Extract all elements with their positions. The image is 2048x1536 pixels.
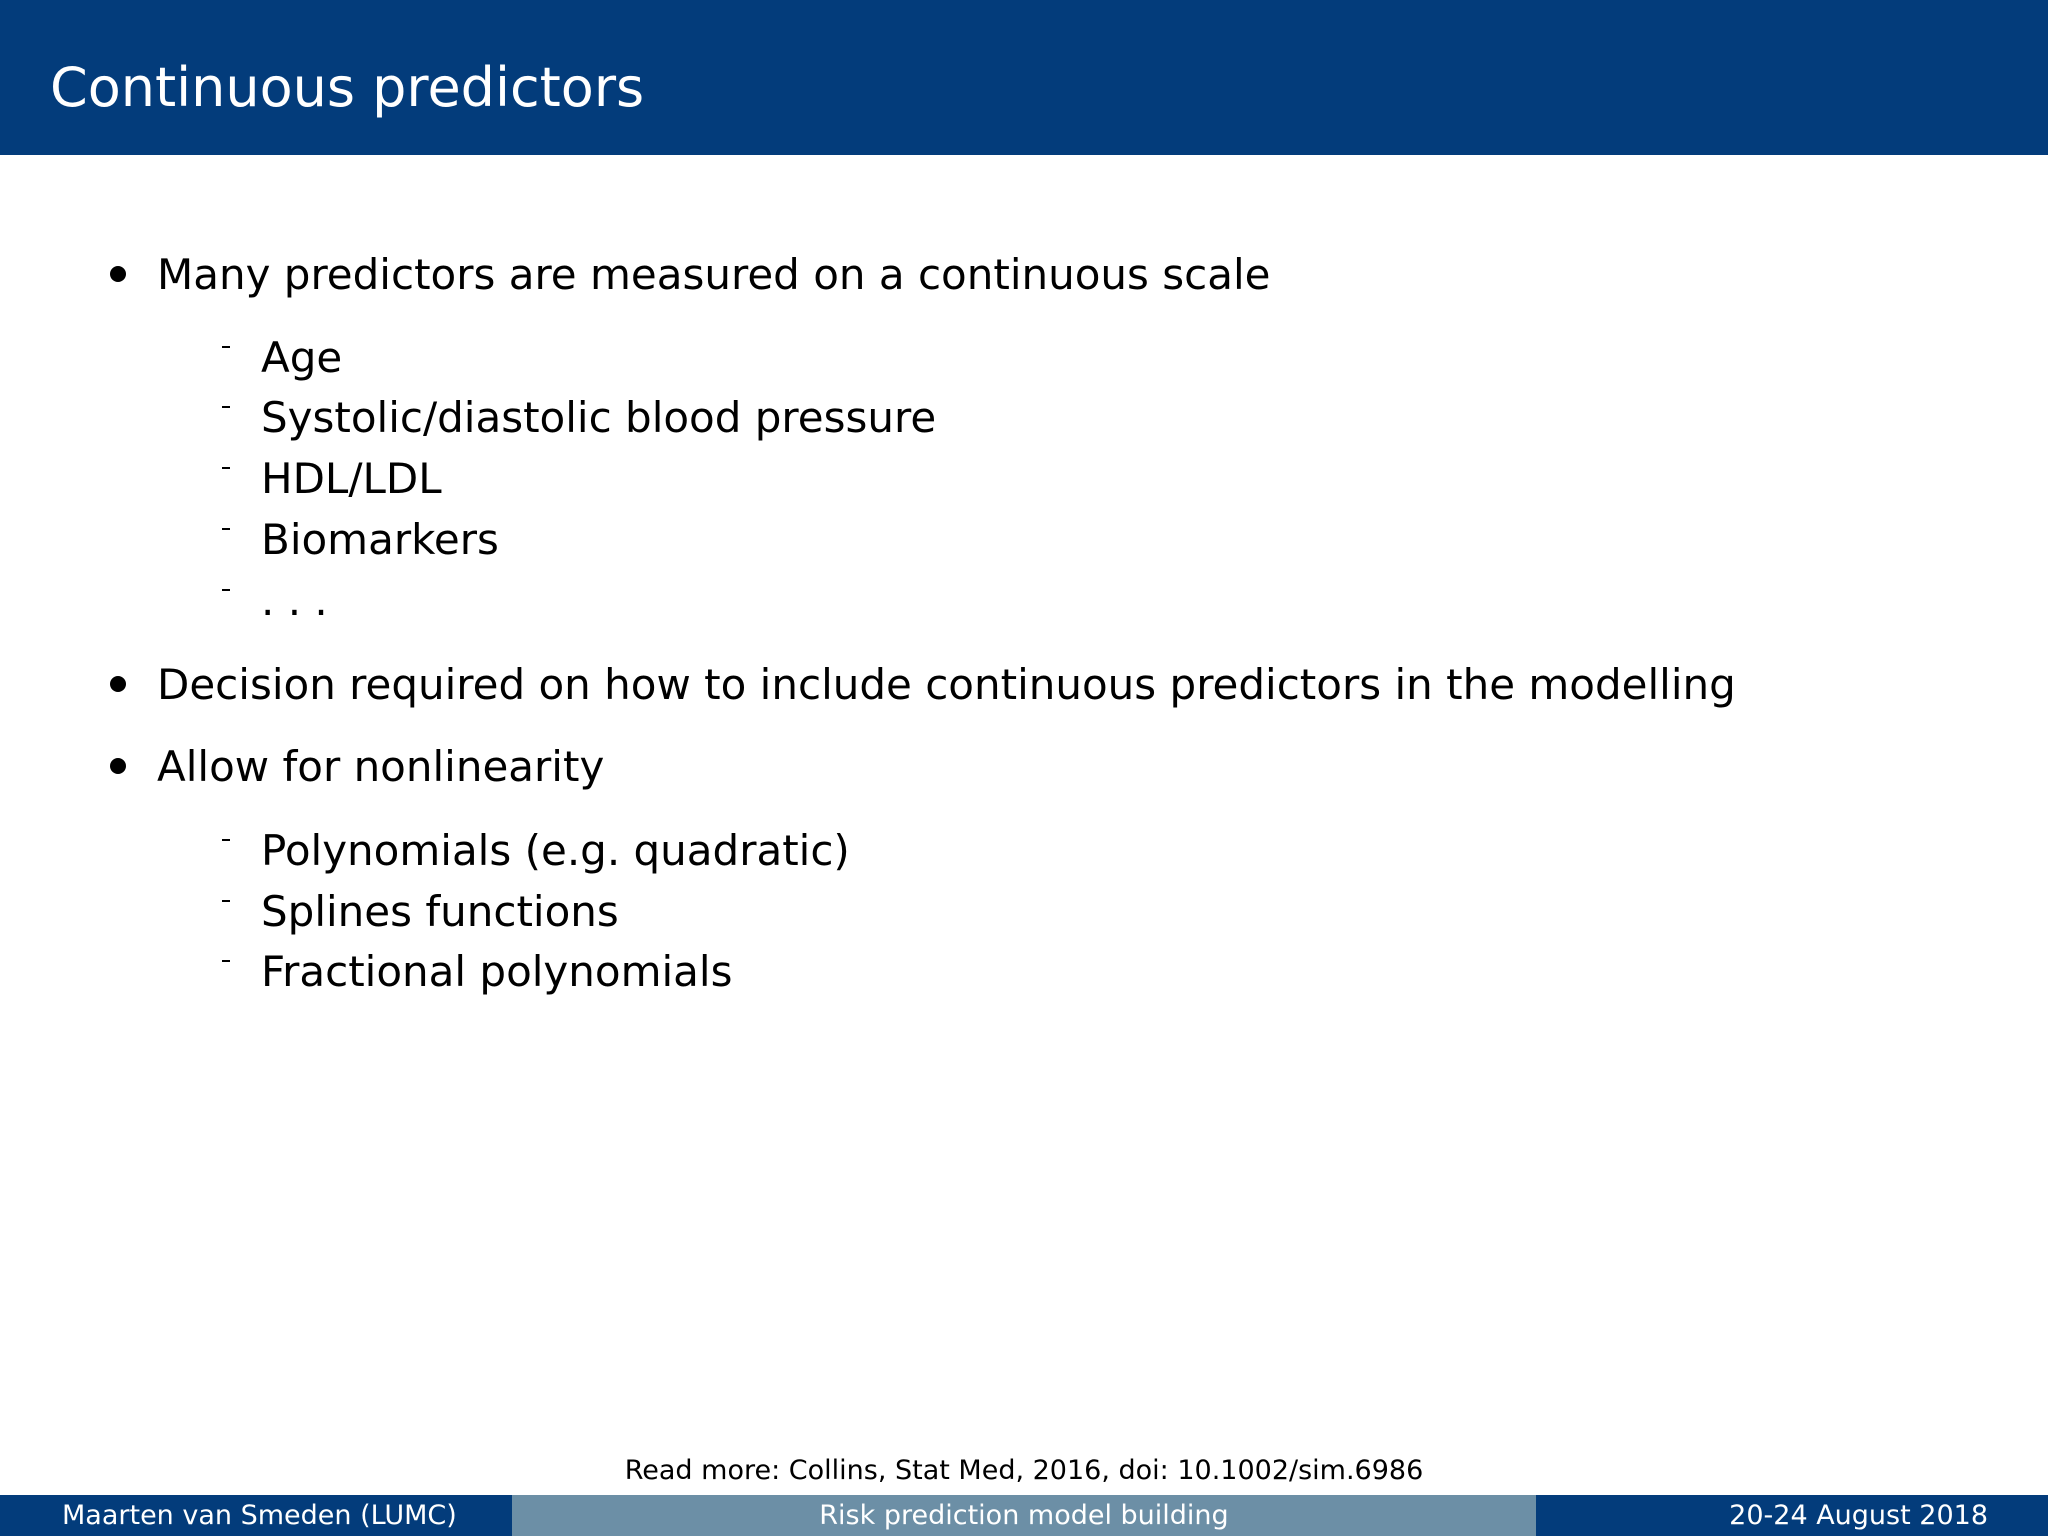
sub-item-text: Biomarkers	[261, 515, 499, 564]
footer-title-section	[512, 1495, 1536, 1536]
bullet-icon	[110, 758, 126, 774]
footer-date-section	[1536, 1495, 2048, 1536]
dash-icon	[222, 467, 230, 469]
reference-note: Read more: Collins, Stat Med, 2016, doi: 10.1002/sim.6986	[624, 1455, 1424, 1486]
footer-date: 20-24 August 2018	[1729, 1500, 1988, 1531]
dash-icon	[222, 960, 230, 962]
sub-item-text: HDL/LDL	[261, 454, 442, 503]
footer	[0, 1495, 2048, 1536]
bullet-text: Decision required on how to include continuous predictors in the modelling	[157, 660, 1736, 709]
sub-item-text: Systolic/diastolic blood pressure	[261, 393, 937, 442]
dash-icon	[222, 528, 230, 530]
dash-icon	[222, 406, 230, 408]
sub-item-text: Fractional polynomials	[261, 947, 733, 996]
bullet-text: Allow for nonlinearity	[157, 742, 605, 791]
bullet-text: Many predictors are measured on a continuous scale	[157, 250, 1271, 299]
dash-icon	[222, 839, 230, 841]
sub-item-text: Splines functions	[261, 887, 619, 936]
dash-icon	[222, 589, 230, 591]
footer-talk-title: Risk prediction model building	[819, 1500, 1229, 1531]
bullet-icon	[110, 266, 126, 282]
footer-author: Maarten van Smeden (LUMC)	[62, 1500, 457, 1531]
dash-icon	[222, 346, 230, 348]
footer-author-section	[0, 1495, 512, 1536]
bullet-icon	[110, 676, 126, 692]
dash-icon	[222, 900, 230, 902]
slide-title: Continuous predictors	[50, 56, 645, 119]
sub-item-text: Age	[261, 333, 343, 382]
sub-item-text: . . .	[261, 576, 328, 625]
sub-item-text: Polynomials (e.g. quadratic)	[261, 826, 850, 875]
